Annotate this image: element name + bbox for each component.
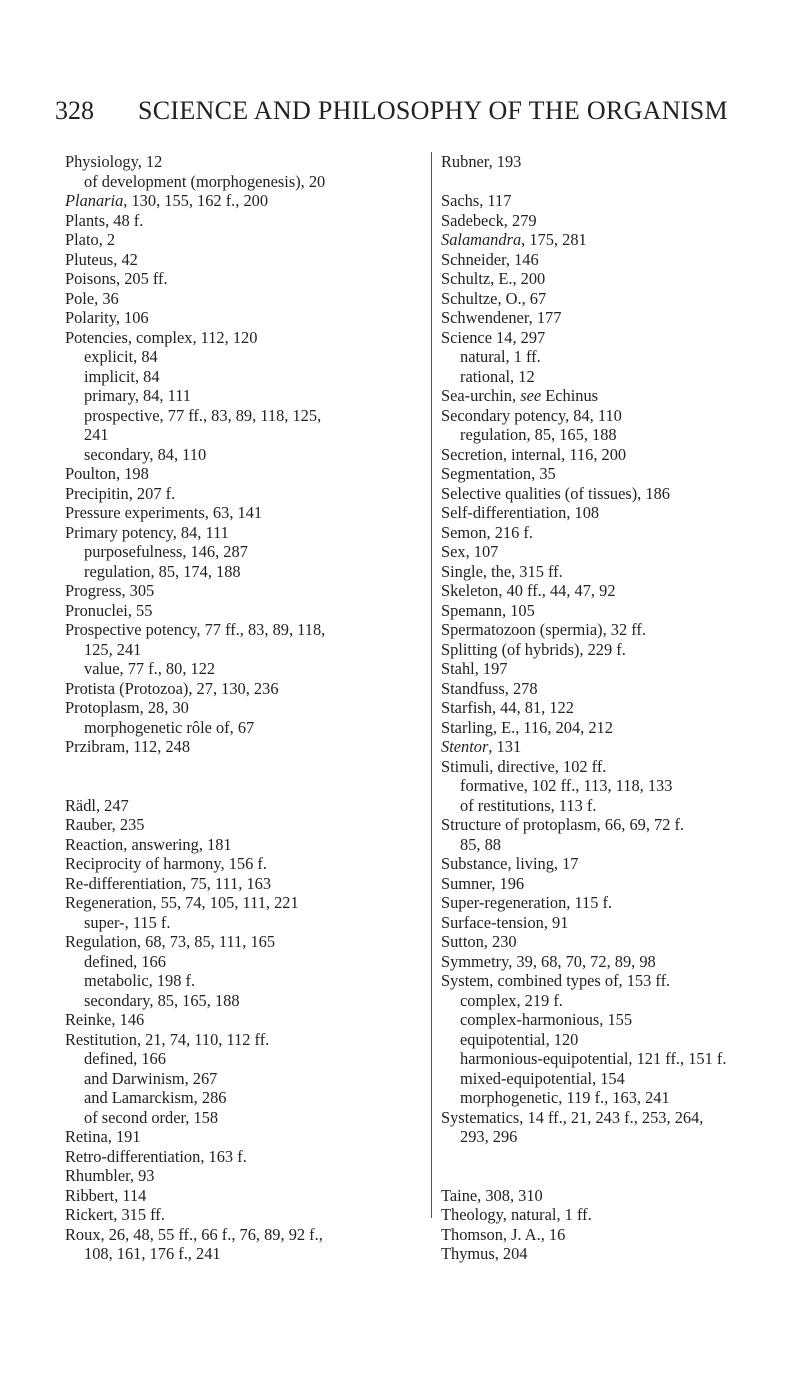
index-entry: Sadebeck, 279 [441, 210, 537, 230]
index-subentry: value, 77 f., 80, 122 [84, 659, 216, 678]
index-continuation: 85, 88 [460, 834, 501, 854]
index-entry: Rubner, 193 [441, 152, 522, 171]
index-subentry: rational, 12 [460, 366, 535, 386]
see-reference: see [520, 386, 542, 405]
index-entry: Self-differentiation, 108 [441, 503, 600, 522]
index-entry: Standfuss, 278 [441, 678, 538, 698]
index-subentry: regulation, 85, 165, 188 [460, 425, 617, 444]
index-entry: Rickert, 315 ff. [65, 1205, 165, 1224]
index-entry: Poulton, 198 [65, 464, 149, 483]
index-continuation: 241 [84, 425, 109, 444]
index-subentry: primary, 84, 111 [84, 386, 191, 405]
index-entry: Stimuli, directive, 102 ff. [441, 756, 607, 776]
index-entry: Schultz, E., 200 [441, 269, 546, 288]
index-entry: Sachs, 117 [441, 191, 512, 210]
index-entry: Primary potency, 84, 111 [65, 522, 229, 542]
index-subentry: natural, 1 ff. [460, 347, 541, 366]
index-subentry: of development (morphogenesis), 20 [84, 171, 326, 191]
index-entry: Sutton, 230 [441, 932, 517, 951]
index-term-italic: Salamandra [441, 230, 522, 249]
index-entry: Systematics, 14 ff., 21, 243 f., 253, 264, [441, 1107, 704, 1127]
index-entry: Polarity, 106 [65, 308, 149, 327]
index-entry: Spermatozoon (spermia), 32 ff. [441, 620, 646, 639]
index-entry: Pressure experiments, 63, 141 [65, 503, 263, 522]
running-title: SCIENCE AND PHILOSOPHY OF THE ORGANISM [138, 96, 728, 125]
index-subentry: implicit, 84 [84, 366, 160, 386]
index-entry: Protoplasm, 28, 30 [65, 698, 189, 717]
index-entry: Skeleton, 40 ff., 44, 47, 92 [441, 581, 616, 600]
index-entry: Schultze, O., 67 [441, 288, 547, 308]
index-subentry: complex, 219 f. [460, 990, 563, 1010]
index-entry: Secretion, internal, 116, 200 [441, 444, 627, 464]
index-entry: Re-differentiation, 75, 111, 163 [65, 873, 272, 893]
index-subentry: regulation, 85, 174, 188 [84, 561, 241, 581]
index-entry [441, 230, 781, 250]
index-entry: Ribbert, 114 [65, 1185, 147, 1205]
index-entry: Taine, 308, 310 [441, 1185, 543, 1205]
index-entry: Single, the, 315 ff. [441, 561, 563, 581]
index-subentry: defined, 166 [84, 951, 166, 971]
index-subentry: morphogenetic rôle of, 67 [84, 717, 255, 737]
index-subentry: of restitutions, 113 f. [460, 795, 597, 815]
index-continuation: 108, 161, 176 f., 241 [84, 1244, 221, 1263]
index-entry: Rädl, 247 [65, 795, 129, 815]
index-entry: Segmentation, 35 [441, 464, 556, 483]
index-subentry: of second order, 158 [84, 1107, 219, 1127]
index-entry: Przibram, 112, 248 [65, 737, 191, 756]
index-entry: Schwendener, 177 [441, 308, 562, 327]
index-entry [441, 386, 781, 406]
index-entry: Retro-differentiation, 163 f. [65, 1146, 247, 1166]
index-subentry: complex-harmonious, 155 [460, 1010, 633, 1029]
index-entry: Regulation, 68, 73, 85, 111, 165 [65, 932, 276, 951]
index-entry: Rauber, 235 [65, 815, 145, 834]
index-entry [441, 737, 781, 757]
index-entry: Plato, 2 [65, 230, 116, 249]
section-gap [441, 172, 781, 192]
column-divider [431, 152, 432, 1218]
index-pages: , 130, 155, 162 f., 200 [123, 191, 269, 210]
index-entry: Protista (Protozoa), 27, 130, 236 [65, 678, 279, 698]
index-column-left [65, 152, 431, 1264]
index-entry: Schneider, 146 [441, 249, 539, 269]
index-entry: Spemann, 105 [441, 600, 535, 620]
index-entry: Reaction, answering, 181 [65, 834, 232, 854]
index-cross-reference: Echinus [541, 386, 599, 405]
index-subentry: morphogenetic, 119 f., 163, 241 [460, 1088, 670, 1107]
index-entry: Symmetry, 39, 68, 70, 72, 89, 98 [441, 951, 656, 971]
index-subentry: defined, 166 [84, 1049, 166, 1068]
index-subentry: purposefulness, 146, 287 [84, 542, 248, 561]
index-entry: Retina, 191 [65, 1127, 141, 1146]
index-entry: Pole, 36 [65, 288, 119, 308]
index-entry: Starling, E., 116, 204, 212 [441, 717, 613, 737]
section-gap [65, 757, 431, 796]
index-entry: Plants, 48 f. [65, 210, 144, 230]
index-subentry: super-, 115 f. [84, 912, 171, 932]
index-subentry: and Darwinism, 267 [84, 1068, 218, 1088]
index-entry: Substance, living, 17 [441, 854, 579, 873]
index-entry: Science 14, 297 [441, 327, 546, 347]
index-entry: Prospective potency, 77 ff., 83, 89, 118, [65, 620, 326, 639]
index-entry: Sex, 107 [441, 542, 499, 561]
index-entry: Starfish, 44, 81, 122 [441, 698, 574, 717]
page-header [55, 96, 755, 132]
index-subentry: equipotential, 120 [460, 1029, 579, 1049]
index-entry: Physiology, 12 [65, 152, 163, 171]
index-subentry: explicit, 84 [84, 347, 158, 366]
index-entry: Theology, natural, 1 ff. [441, 1205, 592, 1224]
index-entry: Pronuclei, 55 [65, 600, 153, 620]
index-entry: Pluteus, 42 [65, 249, 138, 269]
index-entry: Structure of protoplasm, 66, 69, 72 f. [441, 815, 685, 834]
index-entry: Roux, 26, 48, 55 ff., 66 f., 76, 89, 92 f., [65, 1224, 323, 1244]
index-entry: Progress, 305 [65, 581, 155, 600]
index-pages: , 175, 281 [521, 230, 587, 249]
index-entry: Rhumbler, 93 [65, 1166, 155, 1185]
index-subentry: mixed-equipotential, 154 [460, 1068, 625, 1088]
index-entry: Poisons, 205 ff. [65, 269, 168, 288]
index-continuation: 125, 241 [84, 639, 142, 659]
index-entry: Thomson, J. A., 16 [441, 1224, 566, 1244]
index-entry: Reinke, 146 [65, 1010, 145, 1029]
index-entry: Secondary potency, 84, 110 [441, 405, 622, 425]
index-entry: Thymus, 204 [441, 1244, 528, 1263]
index-entry: Stahl, 197 [441, 659, 508, 678]
index-column-right [441, 152, 781, 1264]
page-number: 328 [55, 96, 94, 125]
index-entry: Restitution, 21, 74, 110, 112 ff. [65, 1029, 270, 1049]
index-pages: , 131 [488, 737, 522, 756]
index-entry: System, combined types of, 153 ff. [441, 971, 671, 990]
index-subentry: metabolic, 198 f. [84, 971, 196, 990]
index-subentry: harmonious-equipotential, 121 ff., 151 f. [460, 1049, 727, 1068]
index-entry: Reciprocity of harmony, 156 f. [65, 854, 267, 873]
index-entry: Regeneration, 55, 74, 105, 111, 221 [65, 893, 299, 912]
index-subentry: secondary, 85, 165, 188 [84, 990, 240, 1010]
index-subentry: formative, 102 ff., 113, 118, 133 [460, 776, 673, 795]
index-continuation: 293, 296 [460, 1127, 518, 1146]
index-term: Sea-urchin, [441, 386, 521, 405]
index-term-italic: Planaria [65, 191, 124, 210]
section-gap [441, 1147, 781, 1186]
index-subentry: prospective, 77 ff., 83, 89, 118, 125, [84, 405, 322, 425]
index-subentry: and Lamarckism, 286 [84, 1088, 227, 1107]
index-subentry: secondary, 84, 110 [84, 444, 207, 464]
index-entry: Splitting (of hybrids), 229 f. [441, 639, 626, 659]
index-entry: Sumner, 196 [441, 873, 525, 893]
index-entry: Precipitin, 207 f. [65, 483, 176, 503]
index-entry: Super-regeneration, 115 f. [441, 893, 613, 912]
index-entry: Surface-tension, 91 [441, 912, 569, 932]
index-entry: Potencies, complex, 112, 120 [65, 327, 258, 347]
index-entry [65, 191, 431, 211]
index-entry: Selective qualities (of tissues), 186 [441, 483, 670, 503]
index-entry: Semon, 216 f. [441, 522, 533, 542]
index-term-italic: Stentor [441, 737, 489, 756]
